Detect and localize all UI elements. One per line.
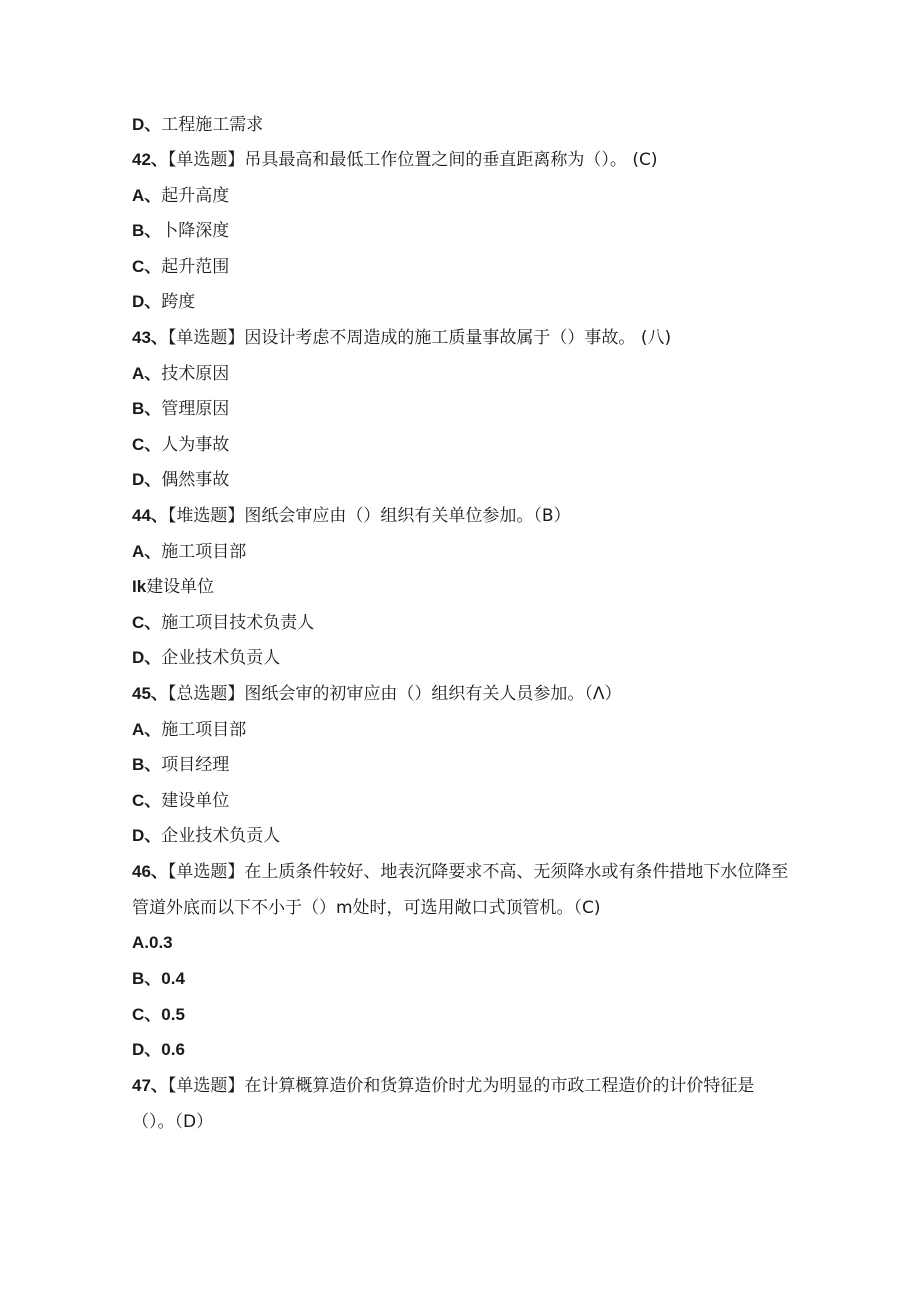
option-label: Ik [132,577,147,596]
option-d-45 [132,825,792,847]
option-label: D、 [132,115,162,134]
option-label: D、 [132,292,162,311]
option-label: D、 [132,470,162,489]
option-c-46 [132,1004,792,1026]
option-text: 卜降深度 [161,221,230,241]
option-d-42 [132,291,792,313]
question-number: 47、 [132,1076,168,1095]
question-text: 【总选题】图纸会审的初审应由（）组织有关人员参加。（Λ） [167,684,622,704]
option-label: B、 [132,969,162,988]
option-text: 跨度 [161,292,196,312]
option-label: C、 [132,435,162,454]
option-a-44 [132,541,792,563]
option-label: C、 [132,257,162,276]
option-a-42 [132,185,792,207]
option-label: B、 [132,221,162,240]
option-text: 建设单位 [146,577,215,597]
question-text: 【单选题】因设计考虑不周造成的施工质量事故属于（）事故。 (八) [167,328,672,348]
option-c-45 [132,790,792,812]
option-label: D、 [132,1040,162,1059]
option-a-45 [132,719,792,741]
option-label: A.0.3 [132,933,173,952]
option-text: 施工项目部 [161,542,247,562]
option-d-46 [132,1039,792,1061]
question-text: 【单选题】在上质条件较好、地表沉降要求不高、无须降水或有条件措地下水位降至管道外底而以下不小于（）m处时，可选用敞口式顶管机。（C) [132,862,789,918]
question-46 [132,854,792,926]
option-a-46 [132,932,792,954]
option-d-43 [132,469,792,491]
option-text: 建设单位 [161,791,230,811]
option-label: D、 [132,648,162,667]
option-a-43 [132,363,792,385]
question-text: 【堆选题】图纸会审应由（）组织有关单位参加。（B） [167,506,571,526]
option-b-43 [132,398,792,420]
option-text: 偶然事故 [161,470,230,490]
option-text: 起升高度 [161,186,230,206]
option-label: B、 [132,755,162,774]
option-label: C、 [132,791,162,810]
option-d-41 [132,114,792,136]
option-text: 人为事故 [161,435,230,455]
option-label: C、 [132,1005,162,1024]
question-text: 【单选题】吊具最高和最低工作位置之间的垂直距离称为（）。 (C) [167,150,658,170]
option-b-44 [132,576,792,598]
option-text: 技术原因 [161,364,230,384]
option-text: 0.4 [161,969,185,988]
option-label: A、 [132,720,162,739]
question-text: 【单选题】在计算概算造价和货算造价时尤为明显的市政工程造价的计价特征是（）。（D） [132,1076,755,1132]
question-47 [132,1068,792,1140]
option-d-44 [132,647,792,669]
option-c-43 [132,434,792,456]
option-label: A、 [132,364,162,383]
question-number: 44、 [132,506,168,525]
option-c-44 [132,612,792,634]
option-label: C、 [132,613,162,632]
question-number: 45、 [132,684,168,703]
option-text: 施工项目技术负责人 [161,613,315,633]
option-b-46 [132,968,792,990]
question-number: 42、 [132,150,168,169]
option-text: 施工项目部 [161,720,247,740]
option-text: 工程施工需求 [161,115,264,135]
option-text: 管理原因 [161,399,230,419]
option-b-42 [132,220,792,242]
option-label: A、 [132,542,162,561]
question-number: 46、 [132,862,168,881]
option-text: 起升范围 [161,257,230,277]
option-c-42 [132,256,792,278]
question-44 [132,505,792,527]
option-label: B、 [132,399,162,418]
option-text: 企业技术负贡人 [161,648,281,668]
option-b-45 [132,754,792,776]
question-43 [132,327,792,349]
question-45 [132,683,792,705]
option-text: 0.6 [161,1040,185,1059]
option-label: A、 [132,186,162,205]
option-text: 0.5 [161,1005,185,1024]
question-number: 43、 [132,328,168,347]
option-text: 企业技术负贡人 [161,826,281,846]
option-label: D、 [132,826,162,845]
option-text: 项目经理 [161,755,230,775]
question-42 [132,149,792,171]
